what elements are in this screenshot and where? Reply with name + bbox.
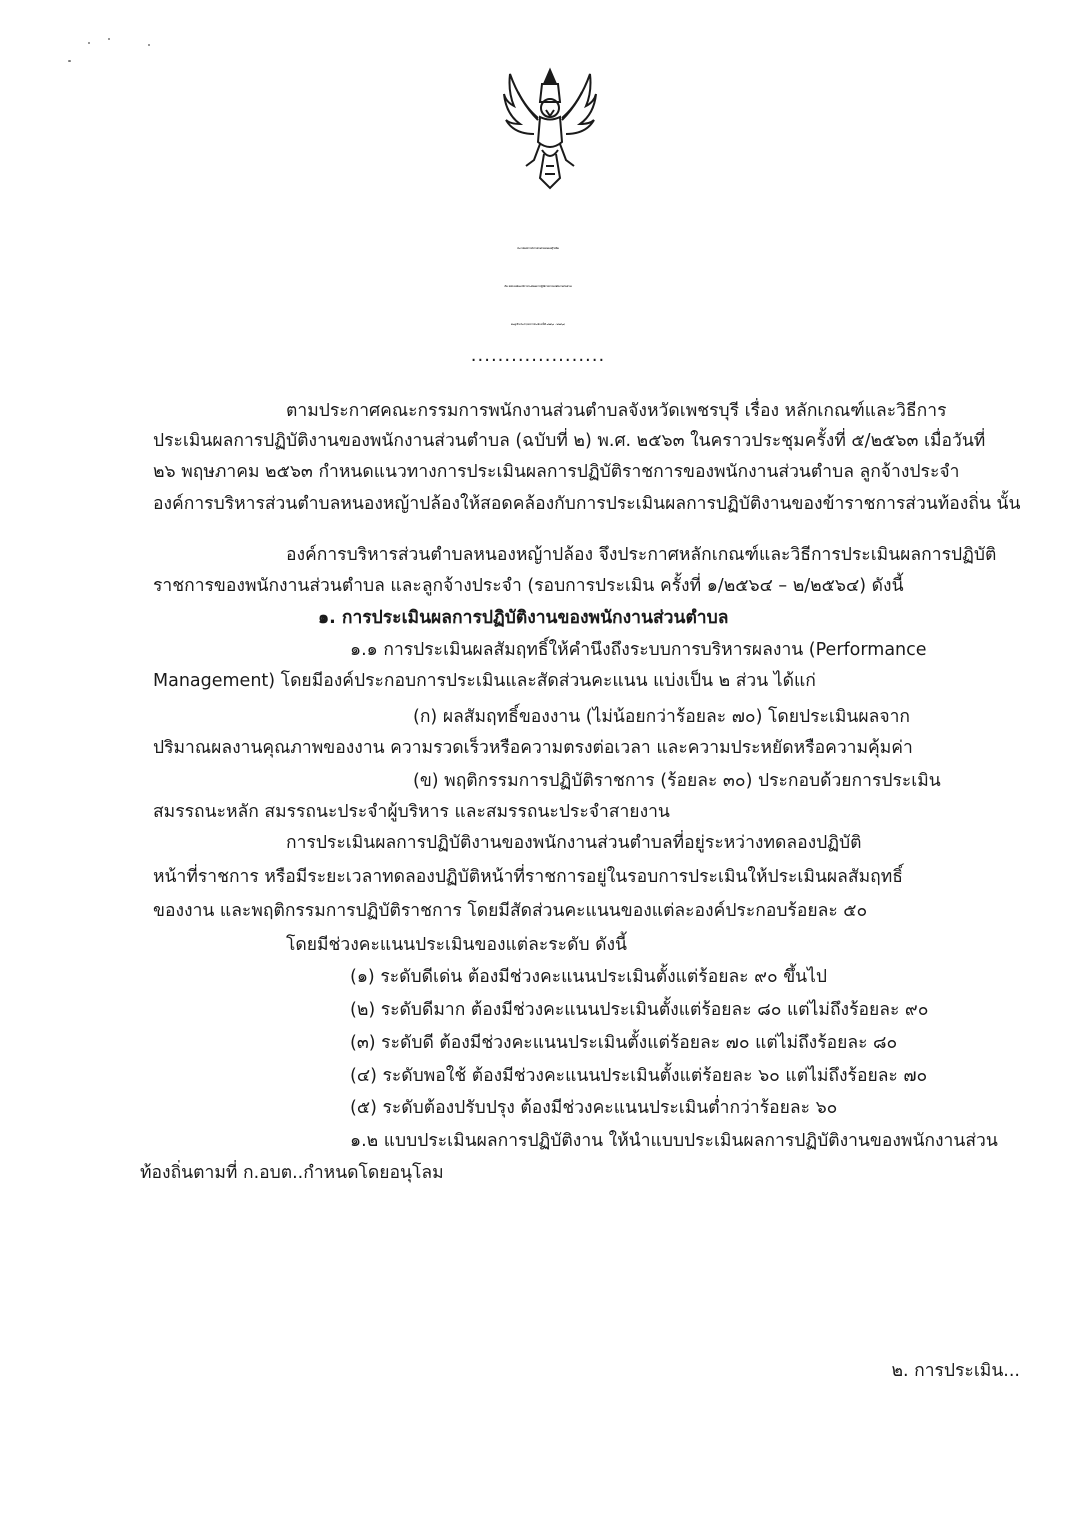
paragraph-line: องค์การบริหารส่วนตำบลหนองหญ้าปล้องให้สอดคล้องกับการประเมินผลการปฏิบัติงานของข้าราชการส่วนท้องถิ่น นั้น: [153, 494, 1021, 514]
scan-speck: [148, 44, 150, 46]
title-line-1: ประกาศองค์การบริหารส่วนตำบลหนองหญ้าปล้อง: [516, 248, 560, 250]
scan-speck: [108, 38, 110, 40]
garuda-emblem-icon: [500, 62, 600, 192]
paragraph-line: หน้าที่ราชการ หรือมีระยะเวลาทดลองปฏิบัติหน้าที่ราชการอยู่ในรอบการประเมินให้ประเมินผลสัมฤทธิ์: [153, 867, 903, 887]
paragraph-line: การประเมินผลการปฏิบัติงานของพนักงานส่วนตำบลที่อยู่ระหว่างทดลองปฏิบัติ: [286, 833, 862, 853]
paragraph-line: ประเมินผลการปฏิบัติงานของพนักงานส่วนตำบล (ฉบับที่ ๒) พ.ศ. ๒๕๖๓ ในคราวประชุมครั้งที่ ๕/๒๕๖๓ เมื่อวันที่: [153, 431, 986, 451]
paragraph-line: ของงาน และพฤติกรรมการปฏิบัติราชการ โดยมีสัดส่วนคะแนนของแต่ละองค์ประกอบร้อยละ ๕๐: [153, 901, 868, 921]
paragraph-line: ตามประกาศคณะกรรมการพนักงานส่วนตำบลจังหวัดเพชรบุรี เรื่อง หลักเกณฑ์และวิธีการ: [286, 401, 947, 421]
title-line-3: และลูกจ้างประจำ(รอบการประเมิน ครั้งที่ ๑/๒๕๖๔ – ๒/๒๕๖๔): [510, 324, 566, 326]
scan-speck: [68, 60, 71, 62]
section-heading-1: ๑. การประเมินผลการปฏิบัติงานของพนักงานส่วนตำบล: [318, 608, 729, 628]
paragraph-line: ปริมาณผลงานคุณภาพของงาน ความรวดเร็วหรือความตรงต่อเวลา และความประหยัดหรือความคุ้มค่า: [153, 738, 913, 758]
score-level-item: (๑) ระดับดีเด่น ต้องมีช่วงคะแนนประเมินตั้งแต่ร้อยละ ๙๐ ขึ้นไป: [350, 967, 828, 987]
paragraph-line: (ข) พฤติกรรมการปฏิบัติราชการ (ร้อยละ ๓๐) ประกอบด้วยการประเมิน: [413, 771, 941, 791]
scan-speck: [88, 42, 90, 44]
paragraph-line: Management) โดยมีองค์ประกอบการประเมินและสัดส่วนคะแนน แบ่งเป็น ๒ ส่วน ได้แก่: [153, 671, 816, 691]
title-separator: ....................: [470, 345, 606, 366]
score-level-item: (๒) ระดับดีมาก ต้องมีช่วงคะแนนประเมินตั้งแต่ร้อยละ ๘๐ แต่ไม่ถึงร้อยละ ๙๐: [350, 1000, 929, 1020]
paragraph-line: ๒๖ พฤษภาคม ๒๕๖๓ กำหนดแนวทางการประเมินผลการปฏิบัติราชการของพนักงานส่วนตำบล ลูกจ้างประจำ: [153, 462, 960, 482]
paragraph-line: โดยมีช่วงคะแนนประเมินของแต่ละระดับ ดังนี้: [286, 935, 627, 955]
title-line-2: เรื่อง หลักเกณฑ์และวิธีการประเมินผลการปฏิบัติราชการของพนักงานส่วนตำบล: [504, 286, 572, 288]
paragraph-line: สมรรถนะหลัก สมรรถนะประจำผู้บริหาร และสมรรถนะประจำสายงาน: [153, 802, 670, 822]
paragraph-line: ๑.๑ การประเมินผลสัมฤทธิ์ให้คำนึงถึงระบบการบริหารผลงาน (Performance: [350, 640, 927, 660]
score-level-item: (๓) ระดับดี ต้องมีช่วงคะแนนประเมินตั้งแต่ร้อยละ ๗๐ แต่ไม่ถึงร้อยละ ๘๐: [350, 1033, 898, 1053]
paragraph-line: ท้องถิ่นตามที่ ก.อบต..กำหนดโดยอนุโลม: [140, 1163, 444, 1183]
paragraph-line: ราชการของพนักงานส่วนตำบล และลูกจ้างประจำ (รอบการประเมิน ครั้งที่ ๑/๒๕๖๔ – ๒/๒๕๖๔) ดังนี้: [153, 576, 904, 596]
paragraph-line: องค์การบริหารส่วนตำบลหนองหญ้าปล้อง จึงประกาศหลักเกณฑ์และวิธีการประเมินผลการปฏิบัติ: [286, 545, 997, 565]
continuation-note: ๒. การประเมิน...: [891, 1361, 1020, 1381]
paragraph-line: (ก) ผลสัมฤทธิ์ของงาน (ไม่น้อยกว่าร้อยละ ๗๐) โดยประเมินผลจาก: [413, 707, 911, 727]
paragraph-line: ๑.๒ แบบประเมินผลการปฏิบัติงาน ให้นำแบบประเมินผลการปฏิบัติงานของพนักงานส่วน: [350, 1131, 998, 1151]
score-level-item: (๔) ระดับพอใช้ ต้องมีช่วงคะแนนประเมินตั้งแต่ร้อยละ ๖๐ แต่ไม่ถึงร้อยละ ๗๐: [350, 1066, 928, 1086]
score-level-item: (๕) ระดับต้องปรับปรุง ต้องมีช่วงคะแนนประเมินต่ำกว่าร้อยละ ๖๐: [350, 1098, 838, 1118]
announcement-title: [0, 230, 1076, 344]
